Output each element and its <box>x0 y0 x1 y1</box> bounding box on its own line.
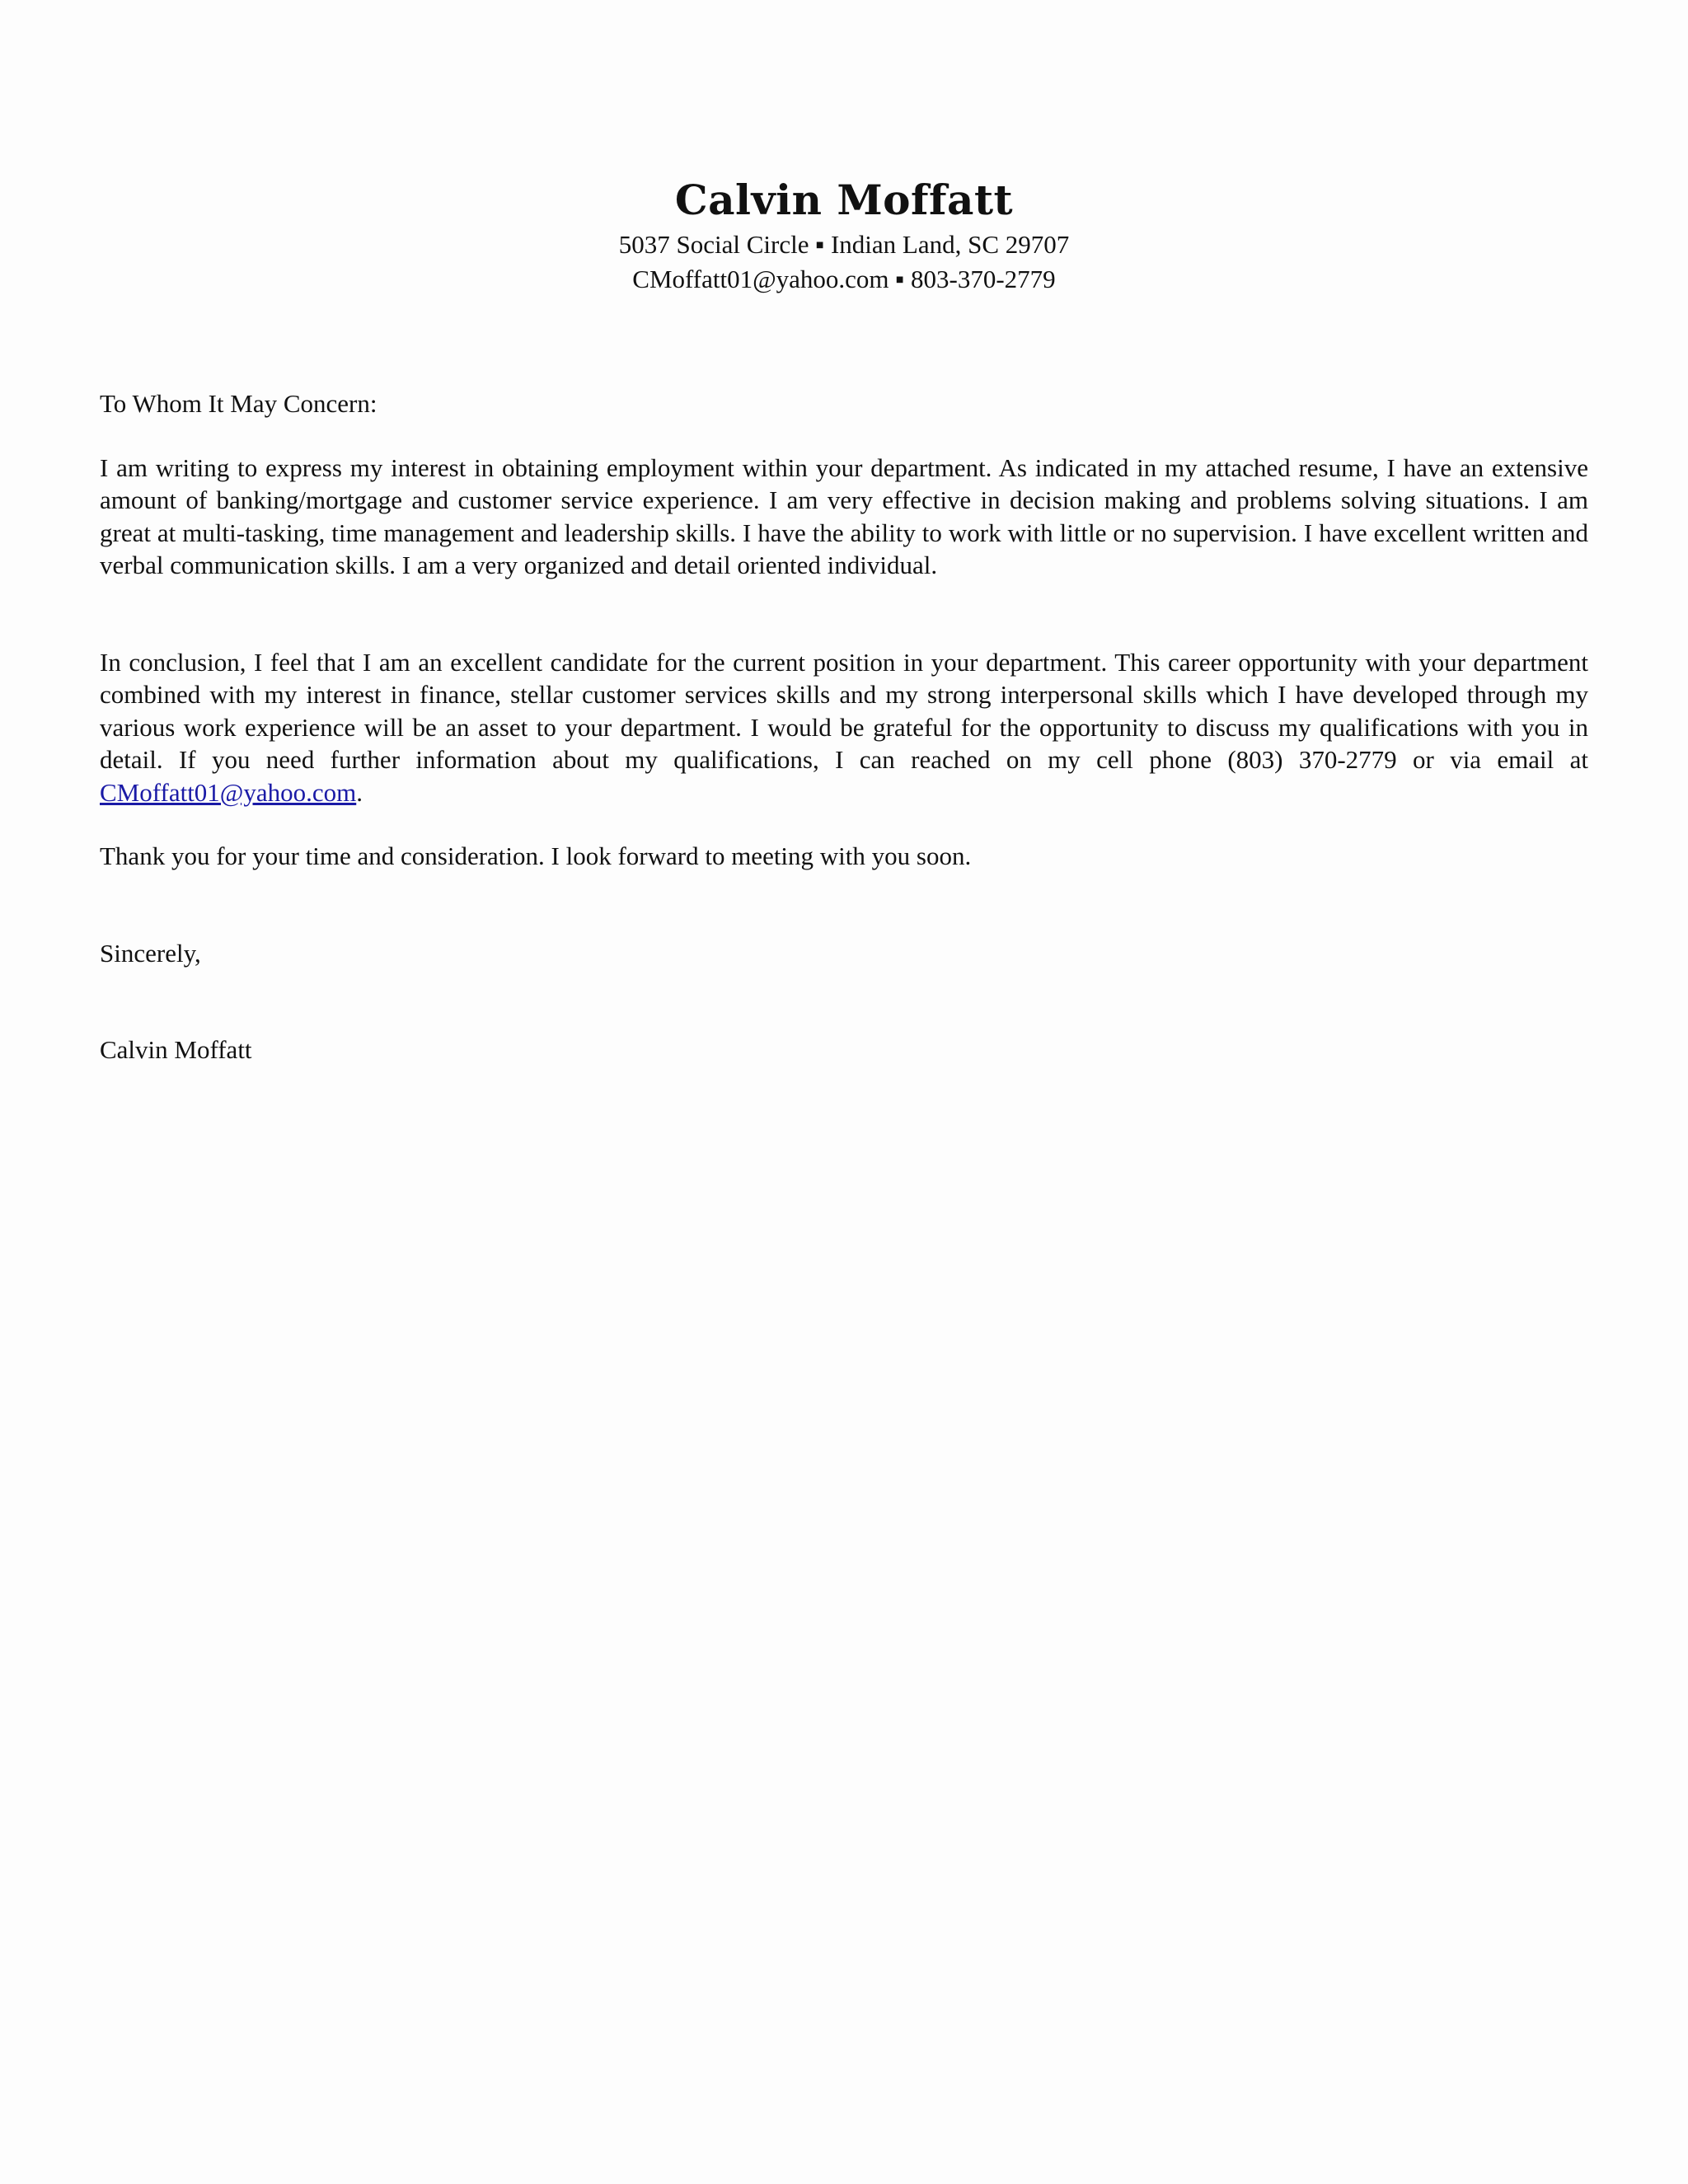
paragraph-intro: I am writing to express my interest in obtaining employment within your department. As indicated in my attached resume, I have an extensive amount of banking/mortgage and customer service experience. I am very effective in decision making and problems solving situations. I am great at multi-tasking, time management and leadership skills. I have the ability to work with little or no supervision. I have excellent written and verbal communication skills. I am a very organized and detail oriented individual. <box>100 452 1588 579</box>
sender-name: Calvin Moffatt <box>674 176 1014 224</box>
letterhead <box>0 173 1688 297</box>
sender-address: 5037 Social Circle ▪ Indian Land, SC 29707 <box>618 230 1070 259</box>
letter-body <box>100 387 1588 1066</box>
paragraph-conclusion-end: . <box>356 777 363 807</box>
closing: Sincerely, <box>100 938 201 968</box>
thanks-line: Thank you for your time and consideration. I look forward to meeting with you soon. <box>100 841 972 870</box>
sender-contact: CMoffatt01@yahoo.com ▪ 803-370-2779 <box>632 265 1056 293</box>
email-link[interactable]: CMoffatt01@yahoo.com <box>100 777 357 807</box>
salutation: To Whom It May Concern: <box>100 389 377 418</box>
paragraph-conclusion <box>100 646 1588 809</box>
paragraph-conclusion-text: In conclusion, I feel that I am an excellent candidate for the current position in your department. This career opportunity with your department combined with my interest in finance, stellar customer services skills and my strong interpersonal skills which I have developed through my various work experience will be an asset to your department. I would be grateful for the opportunity to discuss my qualifications with you in detail. If you need further information about my qualifications, I can reached on my cell phone (803) 370-2779 or via email at <box>100 647 1588 774</box>
signature-name: Calvin Moffatt <box>100 1035 252 1064</box>
